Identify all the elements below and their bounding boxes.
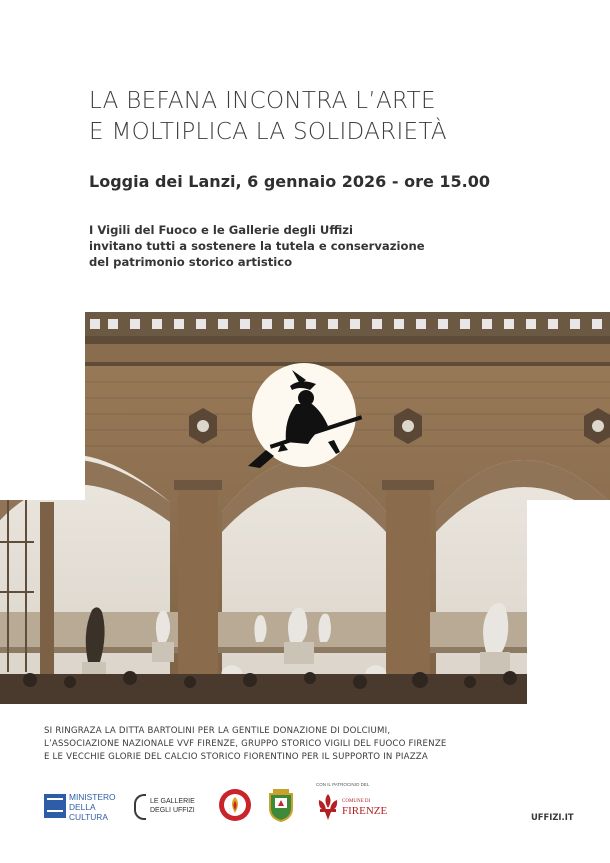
gruppo-storico-crest-icon bbox=[267, 788, 295, 822]
intro-paragraph bbox=[89, 222, 425, 270]
fleur-de-lis-icon bbox=[316, 792, 340, 822]
event-title bbox=[89, 86, 447, 148]
ministero-line-2: DELLA bbox=[69, 802, 96, 812]
title-line-2: E MOLTIPLICA LA SOLIDARIETÀ bbox=[89, 119, 447, 145]
uffizi-line-1: LE GALLERIE bbox=[150, 798, 195, 805]
ministero-line-1: MINISTERO bbox=[69, 792, 116, 802]
comune-di-label: COMUNE DI bbox=[342, 799, 371, 804]
acknowledgement-line-2: L’ASSOCIAZIONE NAZIONALE VVF FIRENZE, GRUPPO STORICO VIGILI DEL FUOCO FIRENZE bbox=[44, 739, 447, 749]
event-date-location: Loggia dei Lanzi, 6 gennaio 2026 - ore 15.00 bbox=[89, 172, 490, 191]
loggia-photo bbox=[0, 312, 610, 704]
acknowledgements bbox=[44, 725, 447, 764]
website-link[interactable]: UFFIZI.IT bbox=[531, 812, 574, 822]
acknowledgement-line-1: SI RINGRAZA LA DITTA BARTOLINI PER LA GENTILE DONAZIONE DI DOLCIUMI, bbox=[44, 726, 391, 736]
intro-line-1: I Vigili del Fuoco e le Gallerie degli Uffizi bbox=[89, 223, 353, 237]
uffizi-line-2: DEGLI UFFIZI bbox=[150, 807, 195, 814]
intro-line-2: invitano tutti a sostenere la tutela e conservazione bbox=[89, 239, 425, 253]
ministero-line-3: CULTURA bbox=[69, 812, 108, 822]
ministero-mark-icon bbox=[44, 794, 66, 818]
firenze-label: FIRENZE bbox=[342, 805, 388, 817]
vigili-del-fuoco-seal-icon bbox=[218, 788, 252, 822]
patronage-note: CON IL PATROCINIO DEL bbox=[316, 782, 370, 787]
comune-firenze-logo bbox=[316, 790, 396, 822]
gallerie-uffizi-logo bbox=[134, 792, 204, 822]
acknowledgement-line-3: E LE VECCHIE GLORIE DEL CALCIO STORICO FIORENTINO PER IL SUPPORTO IN PIAZZA bbox=[44, 752, 428, 762]
title-line-1: LA BEFANA INCONTRA L’ARTE bbox=[89, 88, 436, 114]
uffizi-arch-icon bbox=[134, 794, 146, 820]
ministero-cultura-logo bbox=[44, 792, 126, 822]
intro-line-3: del patrimonio storico artistico bbox=[89, 255, 293, 269]
